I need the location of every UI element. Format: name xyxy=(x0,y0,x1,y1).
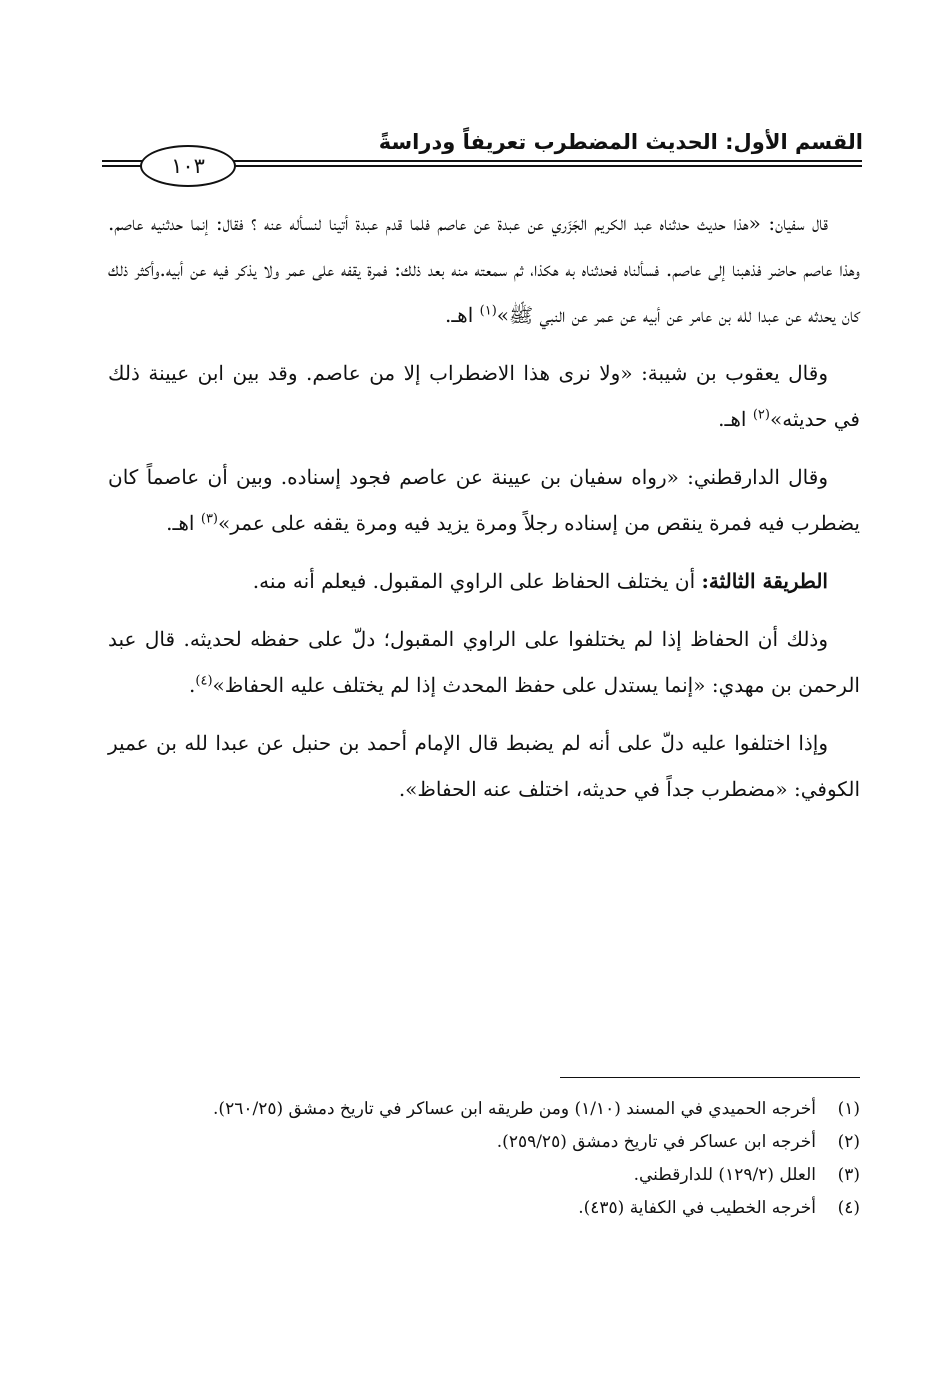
footnote-separator xyxy=(560,1077,860,1078)
footnotes xyxy=(108,1093,860,1225)
footnote-3 xyxy=(108,1159,860,1192)
footnote-4 xyxy=(108,1192,860,1225)
header-rule-left-top xyxy=(102,160,144,162)
header-rule-right-top xyxy=(228,160,862,162)
footnote-text: أخرجه ابن عساكر في تاريخ دمشق (٢٥٩/٢٥). xyxy=(496,1132,816,1152)
paragraph-yaqub: وقال يعقوب بن شيبة: «ولا نرى هذا الاضطراب إلا من عاصم. وقد بين ابن عيينة ذلك في حديثه»$^{(٢)}$ اهـ. xyxy=(108,361,860,431)
footnote-ref-2[interactable]: (٢) xyxy=(752,407,770,423)
footnote-number: (١) xyxy=(837,1099,860,1119)
page-number: ١٠٣ xyxy=(171,154,205,178)
footnote-text: العلل (١٢٩/٢) للدارقطني. xyxy=(633,1165,816,1185)
footnote-ref-4[interactable]: (٤) xyxy=(195,673,213,689)
footnote-number: (٤) xyxy=(837,1198,860,1218)
paragraph-sufyan: قال سفيان: «هذا حديث حدثناه عبد الكريم الجَزَري عن عبدة عن عاصم فلما قدم عبدة أتينا لنسأله عنه ؟ فقال: إنما حدثنيه عاصم. وهذا عاصم حاضر فذهبنا إلى عاصم. فسألناه فحدثناه به هكذا، ثم سمعته منه بعد ذلك: فمرة يقفه على عمر ولا يذكر فيه عن أبيه.وأكثر ذلك كان يحدثه عن عبدا لله بن عامر عن أبيه عن عمر عن النبي ﷺ»$^{(١)}$ اهـ. xyxy=(108,211,860,327)
footnote-text: أخرجه الحميدي في المسند (١/١٠) ومن طريقه ابن عساكر في تاريخ دمشق (٢٦٠/٢٥). xyxy=(213,1099,816,1119)
paragraph-ahmad: وإذا اختلفوا عليه دلّ على أنه لم يضبط قال الإمام أحمد بن حنبل عن عبدا لله بن عمير الكوفي: «مضطرب جداً في حديثه، اختلف عنه الحفاظ». xyxy=(108,731,860,801)
paragraph-third-method: الطريقة الثالثة: أن يختلف الحفاظ على الراوي المقبول. فيعلم أنه منه. xyxy=(252,569,828,593)
paragraph-ibn-mahdi: وذلك أن الحفاظ إذا لم يختلفوا على الراوي المقبول؛ دلّ على حفظه لحديثه. قال عبد الرحمن بن مهدي: «إنما يستدل على حفظ المحدث إذا لم يختلف عليه الحفاظ»$^{(٤)}$. xyxy=(108,627,860,697)
footnote-ref-3[interactable]: (٣) xyxy=(200,511,218,527)
footnote-number: (٣) xyxy=(837,1165,860,1185)
running-header-title: القسم الأول: الحديث المضطرب تعريفاً ودراسةً xyxy=(378,130,863,154)
main-text xyxy=(108,200,860,824)
footnote-ref-1[interactable]: (١) xyxy=(479,303,497,319)
page-number-oval xyxy=(140,145,236,187)
footnote-text: أخرجه الخطيب في الكفاية (٤٣٥). xyxy=(578,1198,816,1218)
footnote-1 xyxy=(108,1093,860,1126)
header-rule-left-bottom xyxy=(102,165,144,167)
method-heading: الطريقة الثالثة: xyxy=(701,569,828,593)
footnote-number: (٢) xyxy=(837,1132,860,1152)
paragraph-daraqutni: وقال الدارقطني: «رواه سفيان بن عيينة عن عاصم فجود إسناده. وبين أن عاصماً كان يضطرب فيه فمرة ينقص من إسناده رجلاً ومرة يزيد فيه ومرة يقفه على عمر»$^{(٣)}$ اهـ. xyxy=(108,465,860,535)
header-rule-right-bottom xyxy=(228,165,862,167)
footnote-2 xyxy=(108,1126,860,1159)
